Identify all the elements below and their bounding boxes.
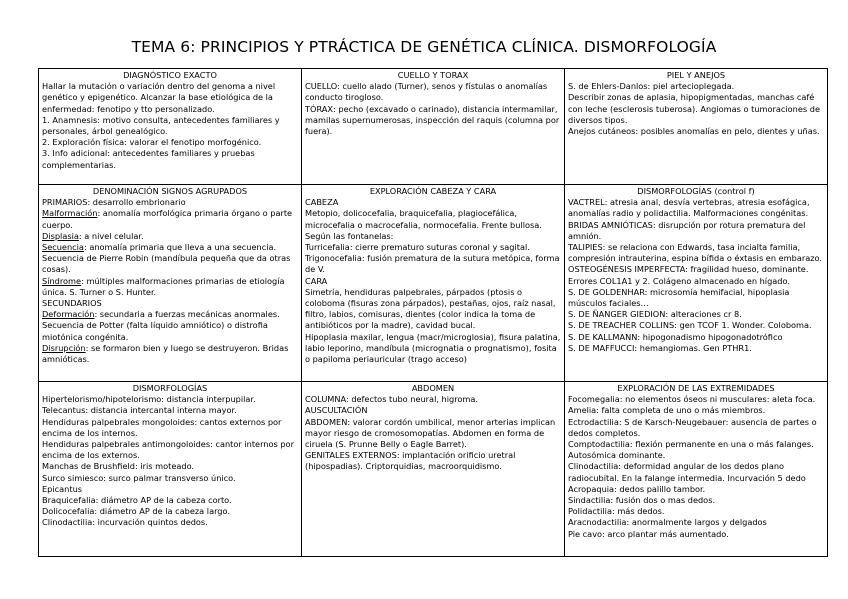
cell-line: [42, 208, 298, 230]
cell-line: Hendiduras palpebrales mongoloides: cantos externos por encima de los internos.: [42, 416, 282, 438]
cell-header: EXPLORACIÓN CABEZA Y CARA: [369, 186, 497, 196]
cell-line: [42, 231, 298, 242]
cell-line: Pie cavo: arco plantar más aumentado.: [568, 528, 729, 539]
term: Displasia: [42, 230, 79, 241]
cell-line: S. DE MAFFUCCI: hemangiomas. Gen PTHR1.: [568, 342, 752, 353]
cell-line: SECUNDARIOS: [42, 298, 102, 309]
cell-line: 1. Anamnesis: motivo consulta, antecedentes familiares y personales, árbol genealógico.: [42, 114, 280, 137]
cell-line: Hendiduras palpebrales antimongoloides: cantor internos por encima de los externos.: [42, 439, 294, 461]
cell-header: PIEL Y ANEJOS: [666, 70, 726, 80]
term: Secuencia: [42, 242, 84, 253]
definition: : múltiples malformaciones primarias de etiología única. S. Turner o S. Hunter.: [42, 275, 285, 297]
cell-line: BRIDAS AMNIÓTICAS: disrupción por rotura prematura del amnión.: [568, 219, 806, 241]
cell-header: ABDOMEN: [411, 383, 455, 393]
cell-header: DIAGNÓSTICO EXACTO: [123, 70, 217, 80]
cell-header: EXPLORACIÓN DE LAS EXTREMIDADES: [617, 383, 775, 393]
cell-line: Hipoplasia maxilar, lengua (macr/microglosia), fisura palatina, labio leporino, mandíbula (micrognatia o prognatismo), fosita o papiloma periauricular (trago acceso): [305, 331, 561, 365]
cell-line: Telecantus: distancia intercantal interna mayor.: [42, 405, 237, 416]
cell-line: Secuencia de Pierre Robin (mandíbula pequeña que da otras cosas).: [42, 253, 291, 275]
cell-line: CARA: [305, 275, 328, 286]
cell-extremidades: [565, 382, 828, 557]
cell-line: 3. Info adicional: antecedentes familiares y pruebas complementarias.: [42, 148, 255, 170]
cell-line: COLUMNA: defectos tubo neural, higroma.: [305, 394, 478, 405]
cell-dismorfologias: [39, 382, 302, 557]
cell-line: Simetría, hendiduras palpebrales, párpados (ptosis o coloboma (fisuras zona párpados), pestañas, ojos, raíz nasal, filtro, labios, comisuras, dientes (color indica la toma de antibióticos por la madre), cavidad bucal.: [305, 286, 556, 331]
cell-line: S. DE TREACHER COLLINS: gen TCOF 1. Wonder. Coloboma.: [568, 320, 812, 331]
cell-line: Surco simiesco: surco palmar transverso único.: [42, 472, 236, 483]
cell-line: VACTREL: atresia anal, desvía vertebras, atresia esofágica, anomalías radio y polidactilia. Malformaciones congénitas.: [568, 197, 810, 219]
cell-line: Trigonocefalia: fusión prematura de la sutura metópica, forma de V.: [305, 253, 560, 275]
cell-line: Aracnodactilia: anormalmente largos y delgados: [568, 517, 767, 528]
cell-line: Polidactilia: más dedos.: [568, 506, 665, 517]
cell-line: Dolicocefalia: diámetro AP de la cabeza largo.: [42, 506, 230, 517]
cell-cuello-torax: [302, 69, 565, 185]
cell-line: Focomegalia: no elementos óseos ni musculares: aleta foca.: [568, 394, 816, 405]
cell-header: DISMORFOLOGÍAS (control f): [637, 186, 755, 196]
definition: : a nivel celular.: [78, 230, 144, 241]
cell-piel-anejos: [565, 69, 828, 185]
cell-line: Anejos cutáneos: posibles anomalías en pelo, dientes y uñas.: [568, 126, 820, 137]
cell-header: CUELLO Y TORAX: [397, 70, 469, 80]
term: Disrupción: [42, 342, 86, 353]
cell-line: [42, 343, 298, 365]
cell-dismorfologias-control: [565, 185, 828, 382]
cell-line: CUELLO: cuello alado (Turner), senos y fístulas o anomalías conducto tirogloso.: [305, 81, 548, 103]
definition: : secundaria a fuerzas mecánicas anormales.: [94, 309, 280, 320]
cell-line: S. DE KALLMANN: hipogonadismo hipogonadotrófico: [568, 331, 783, 342]
cell-line: Sindactilia: fusión dos o mas dedos.: [568, 495, 716, 506]
definition: : anomalía morfológica primaria órgano o parte cuerpo.: [42, 208, 293, 230]
cell-line: Secuencia de Potter (falta líquido amniótico) o distrofia miotónica congénita.: [42, 320, 268, 342]
cell-line: Clinodactilia: deformidad angular de los dedos plano radiocubital. En la falange intermedia. Incurvación 5 dedo: [568, 461, 806, 483]
cell-line: Comptodactilia: flexión permanente en una o más falanges. Autosómica dominante.: [568, 439, 814, 461]
cell-line: [42, 276, 298, 298]
cell-line: Manchas de Brushfield: iris moteado.: [42, 461, 195, 472]
term: Síndrome: [42, 275, 82, 286]
page-title: TEMA 6: PRINCIPIOS Y PTRÁCTICA DE GENÉTICA CLÍNICA. DISMORFOLOGÍA: [131, 38, 717, 56]
cell-header: DENOMINACIÓN SIGNOS AGRUPADOS: [92, 186, 248, 196]
cell-line: Clinodactilia: incurvación quintos dedos.: [42, 517, 208, 528]
cell-line: [42, 309, 298, 320]
cell-denominacion: [39, 185, 302, 382]
cell-line: CABEZA: [305, 197, 339, 208]
cell-line: AUSCULTACIÓN: [305, 405, 368, 416]
cell-line: Describir zonas de aplasia, hipopigmentadas, manchas café con leche (esclerosis tuberosa). Angiomas o tumoraciones de diversos tipos.: [568, 92, 820, 125]
cell-header: DISMORFOLOGÍAS: [132, 383, 208, 393]
cell-line: TALIPIES: se relaciona con Edwards, tasa incialta familia, compresión intrauterina, espina bífida o éxtasis en embarazo.: [568, 242, 823, 264]
term: Malformación: [42, 208, 98, 219]
cell-cabeza-cara: [302, 185, 565, 382]
cell-line: GENITALES EXTERNOS: implantación orificio uretral (hipospadias). Criptorquidias, macroorquidismo.: [305, 450, 516, 472]
cell-line: Hipertelorismo/hipotelorismo: distancia interpupilar.: [42, 394, 256, 405]
cell-line: Según las fontanelas:: [305, 230, 394, 241]
cell-line: Hallar la mutación o variación dentro del genoma a nivel genético y epigenético. Alcanzar la base etiológica de la enfermedad: fenotipo y tto personalizado.: [42, 81, 276, 114]
content-table: [38, 68, 828, 557]
cell-line: OSTEOGÉNESIS IMPERFECTA: fragilidad hueso, dominante. Errores COL1A1 y 2. Colágeno almacenado en hígado.: [568, 264, 809, 286]
cell-line: S. de Ehlers-Danlos: piel artecioplegada.: [568, 81, 735, 92]
cell-line: PRIMARIOS: desarrollo embrionario: [42, 197, 186, 208]
cell-diagnostico: [39, 69, 302, 185]
cell-line: Ectrodactilia: S de Karsch-Neugebauer: ausencia de partes o dedos completos.: [568, 416, 817, 438]
cell-line: TÓRAX: pecho (excavado o carinado), distancia intermamilar, mamilas supernumerosas, inspección del raquis (columna por fuera).: [305, 103, 560, 137]
cell-abdomen: [302, 382, 565, 557]
cell-line: Metopio, dolicocefalia, braquicefalia, plagiocefálica, microcefalia o macrocefalia, normocefalia. Frente bullosa.: [305, 208, 542, 230]
definition: : anomalía primaria que lleva a una secuencia.: [83, 242, 277, 253]
cell-line: Amelia: falta completa de uno o más miembros.: [568, 405, 766, 416]
cell-line: [42, 242, 298, 253]
definition: : se formaron bien y luego se destruyeron. Bridas amnióticas.: [42, 342, 289, 365]
term: Deformación: [42, 309, 95, 320]
cell-line: S. DE GOLDENHAR: microsomía hemifacial, hipoplasia músculos faciales…: [568, 286, 790, 309]
cell-line: ABDOMEN: valorar cordón umbilical, menor arterias implican mayor riesgo de cromosomopatías. Abdomen en forma de ciruela (S. Prunne Belly o Eagle Barret).: [305, 416, 556, 450]
cell-line: Epicantus: [42, 483, 83, 494]
cell-line: 2. Exploración física: valorar el fenotipo morfogénico.: [42, 137, 262, 148]
cell-line: Braquicefalia: diámetro AP de la cabeza corto.: [42, 495, 232, 506]
cell-line: Acropaquia: dedos palillo tambor.: [568, 483, 706, 494]
cell-line: S. DE ÑANGER GIEDION: alteraciones cr 8.: [568, 309, 742, 320]
cell-line: Turricefalia: cierre prematuro suturas coronal y sagital.: [305, 242, 530, 253]
